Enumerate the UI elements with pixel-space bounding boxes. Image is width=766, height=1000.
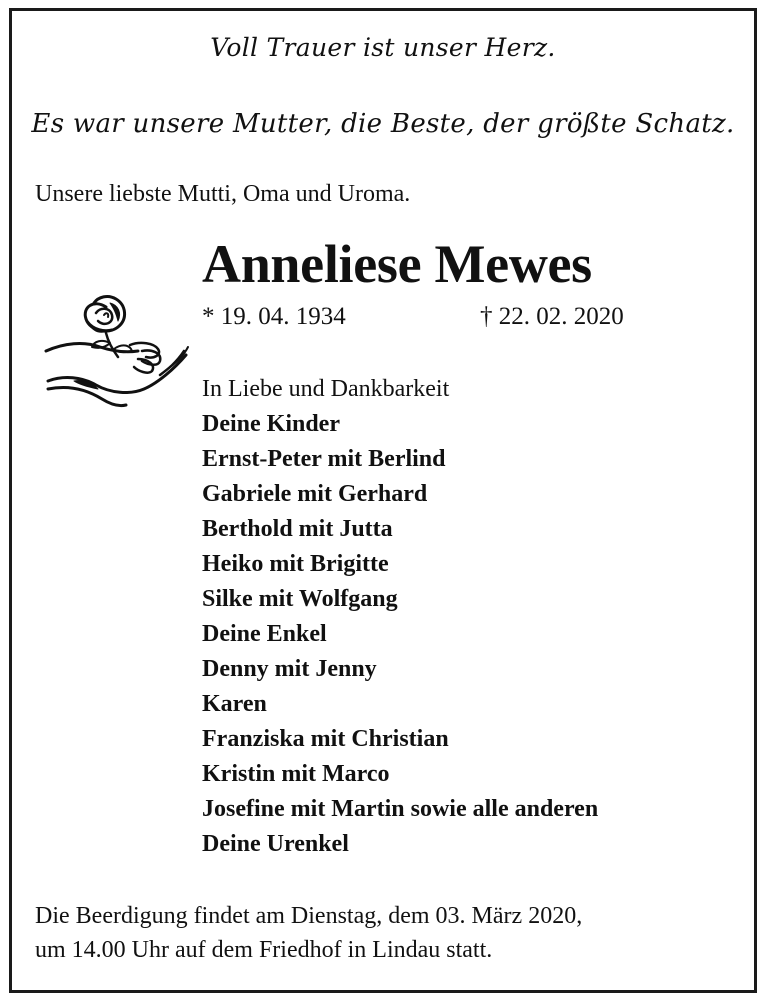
funeral-line-2: um 14.00 Uhr auf dem Friedhof in Lindau statt.: [35, 937, 493, 963]
mourner-line: Josefine mit Martin sowie alle anderen: [202, 796, 599, 822]
mourner-line: Deine Enkel: [202, 621, 327, 647]
mourner-line: Silke mit Wolfgang: [202, 586, 398, 612]
deceased-name: Anneliese Mewes: [202, 234, 592, 294]
mourner-line: Gabriele mit Gerhard: [202, 481, 428, 507]
heading-line-1: Voll Trauer ist unser Herz.: [210, 33, 556, 62]
mourner-line: Deine Kinder: [202, 411, 340, 437]
funeral-line-1: Die Beerdigung findet am Dienstag, dem 03. März 2020,: [35, 903, 583, 929]
funeral-info: [35, 899, 735, 967]
mourner-line: Kristin mit Marco: [202, 761, 390, 787]
mourner-line: Heiko mit Brigitte: [202, 551, 389, 577]
obituary-notice: [9, 8, 757, 993]
death-date: † 22. 02. 2020: [480, 303, 624, 330]
intro-text: Unsere liebste Mutti, Oma und Uroma.: [35, 181, 411, 207]
mourner-line: Berthold mit Jutta: [202, 516, 393, 542]
mourner-line: Karen: [202, 691, 267, 717]
mourners-block: [202, 372, 598, 862]
mourner-line: Deine Urenkel: [202, 831, 349, 857]
heading-line-2: Es war unsere Mutter, die Beste, der größte Schatz.: [31, 109, 735, 139]
dedication-line: In Liebe und Dankbarkeit: [202, 376, 450, 402]
birth-date: * 19. 04. 1934: [202, 303, 346, 330]
mourner-line: Ernst-Peter mit Berlind: [202, 446, 446, 472]
mourner-line: Franziska mit Christian: [202, 726, 449, 752]
mourner-line: Denny mit Jenny: [202, 656, 377, 682]
rose-in-hands-icon: [34, 285, 190, 411]
